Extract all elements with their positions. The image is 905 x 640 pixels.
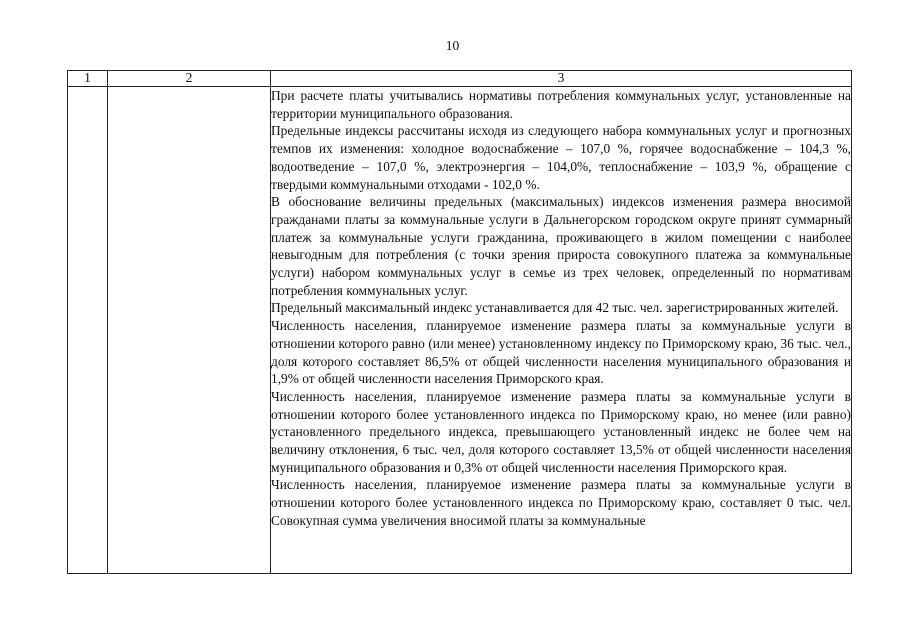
table-row — [68, 87, 852, 574]
document-table — [67, 70, 852, 574]
paragraph: Численность населения, планируемое изменение размера платы за коммунальные услуги в отношении которого равно (или менее) установленному индексу по Приморскому краю, 36 тыс. чел., доля которого составляет 86,5% от общей численности населения муниципального образования и 1,9% от общей численности населения Приморского края. — [271, 318, 851, 387]
paragraph: Численность населения, планируемое изменение размера платы за коммунальные услуги в отношении которого более установленного индекса по Приморскому краю, но менее (или равно) установленного предельного индекса, превышающего установленный индекс не более чем на величину отклонения, 6 тыс. чел, доля которого составляет 13,5% от общей численности населения муниципального образования и 0,3% от общей численности населения Приморского края. — [271, 388, 851, 475]
column-header-3: 3 — [271, 71, 852, 87]
cell-column-1 — [68, 87, 108, 574]
cell-column-2 — [108, 87, 271, 574]
cell-column-3 — [271, 87, 852, 574]
paragraph: В обоснование величины предельных (максимальных) индексов изменения размера вносимой гражданами платы за коммунальные услуги в Дальнегорском городском округе принят суммарный платеж за коммунальные услуги гражданина, проживающего в жилом помещении с наиболее невыгодным для потребления (с точки зрения прироста совокупного платежа за коммунальные услуги) набором коммунальных услуг в семье из трех человек, определенный по нормативам потребления коммунальных услуг. — [271, 194, 851, 298]
paragraph: Численность населения, планируемое изменение размера платы за коммунальные услуги в отношении которого более установленного индекса по Приморскому краю, составляет 0 тыс. чел. Совокупная сумма увеличения вносимой платы за коммунальные — [271, 477, 851, 528]
paragraph: Предельный максимальный индекс устанавливается для 42 тыс. чел. зарегистрированных жителей. — [271, 300, 839, 316]
paragraph: Предельные индексы рассчитаны исходя из следующего набора коммунальных услуг и прогнозных темпов их изменения: холодное водоснабжение – 107,0 %, горячее водоснабжение – 104,3 %, водоотведение – 107,0 %, электроэнергия – 104,0%, теплоснабжение – 103,9 %, обращение с твердыми коммунальными отходами - 102,0 %. — [271, 123, 851, 192]
header-row — [68, 71, 852, 87]
paragraph: При расчете платы учитывались нормативы потребления коммунальных услуг, установленные на территории муниципального образования. — [271, 88, 851, 121]
text-content — [271, 87, 851, 573]
column-header-2: 2 — [108, 71, 271, 87]
page-number: 10 — [445, 38, 460, 53]
column-header-1: 1 — [68, 71, 108, 87]
